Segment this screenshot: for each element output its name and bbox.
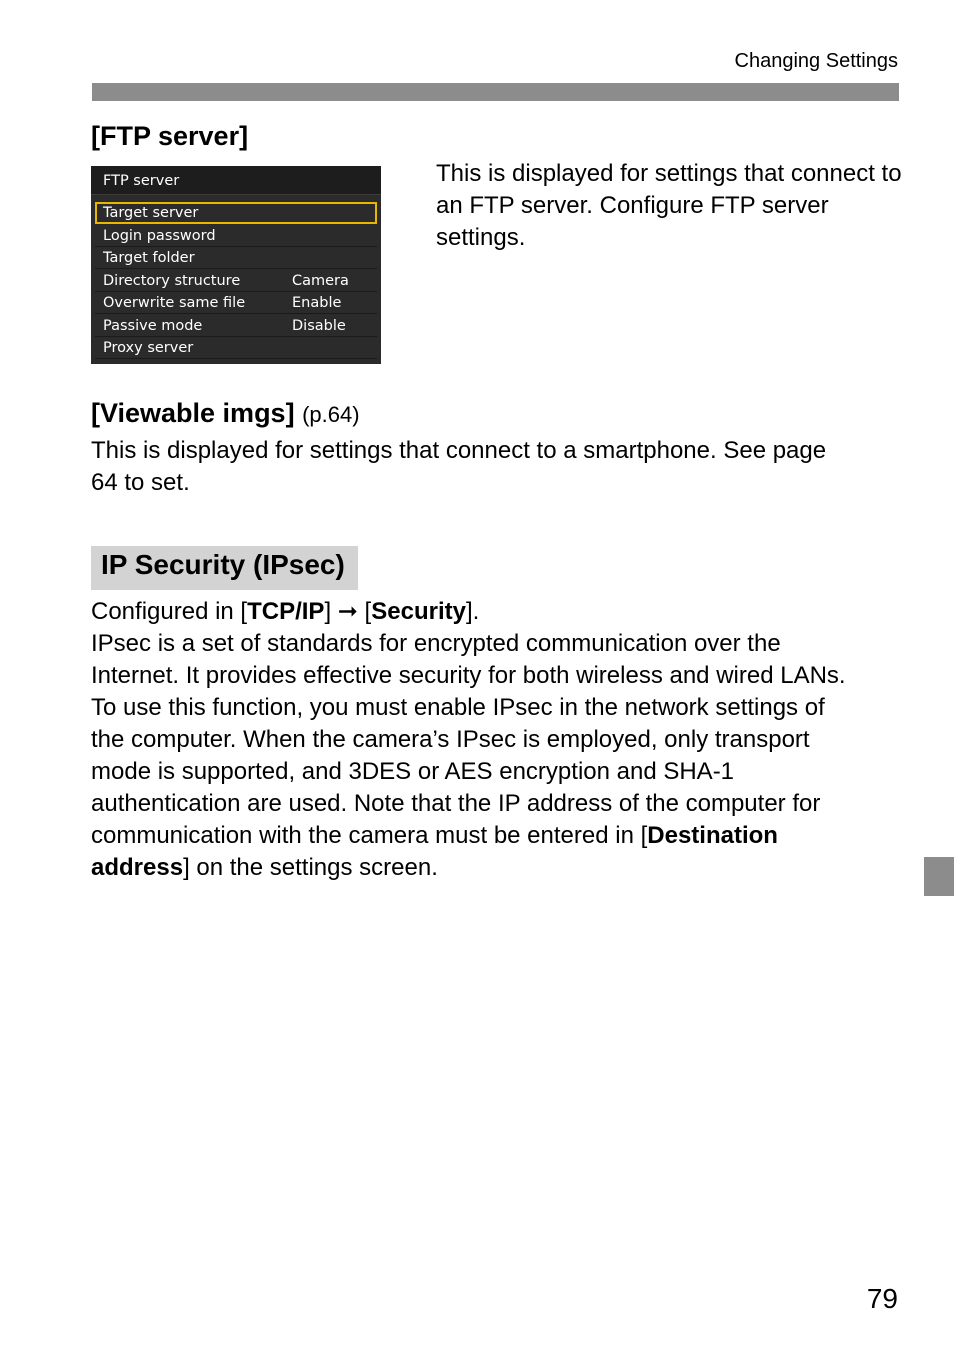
tcp-ip-label: TCP/IP	[247, 598, 325, 625]
camera-menu-item-value: Disable	[292, 318, 346, 334]
camera-menu-item-passive-mode	[95, 315, 377, 337]
camera-menu-item-login-password	[95, 225, 377, 247]
destination-label: Destination	[647, 822, 778, 849]
text-line: the computer. When the camera’s IPsec is employed, only transport	[91, 726, 810, 753]
text-fragment: communication with the camera must be entered in [	[91, 822, 648, 849]
text-line	[91, 852, 911, 884]
configured-in-line	[91, 596, 911, 628]
text-line	[91, 820, 911, 852]
camera-menu-item-overwrite-same-file	[95, 292, 377, 314]
viewable-imgs-heading	[91, 398, 360, 429]
text-fragment: Configured in [	[91, 598, 248, 625]
camera-menu-item-label: Target server	[103, 205, 199, 221]
text-line: 64 to set.	[91, 469, 190, 496]
text-line: To use this function, you must enable IPsec in the network settings of	[91, 694, 825, 721]
text-fragment: ] on the settings screen.	[183, 854, 438, 881]
text-fragment: [	[357, 598, 372, 625]
ftp-server-description: This is displayed for settings that connect to an FTP server. Configure FTP server settings.	[436, 160, 902, 251]
camera-menu-item-target-server	[95, 202, 377, 224]
camera-menu-item-value: Camera	[292, 273, 349, 289]
camera-menu-title-bar	[91, 166, 381, 195]
camera-menu-item-proxy-server	[95, 337, 377, 359]
camera-menu-item-target-folder	[95, 247, 377, 269]
ftp-server-heading: [FTP server]	[91, 121, 249, 151]
camera-menu-item-directory-structure	[95, 270, 377, 292]
camera-menu-item-label: Directory structure	[103, 273, 241, 289]
camera-menu-title: FTP server	[103, 173, 180, 189]
address-label: address	[91, 854, 184, 881]
security-label: Security	[371, 598, 466, 625]
page-number: 79	[866, 1283, 898, 1314]
text-line: IPsec is a set of standards for encrypted communication over the	[91, 630, 781, 657]
running-header: Changing Settings	[734, 50, 898, 72]
viewable-imgs-description	[91, 435, 911, 499]
text-line: Internet. It provides effective security for both wireless and wired LANs.	[91, 662, 846, 689]
chapter-thumb-tab	[924, 857, 954, 896]
text-line: mode is supported, and 3DES or AES encryption and SHA-1	[91, 758, 735, 785]
camera-menu-item-label: Proxy server	[103, 340, 194, 356]
ipsec-section-heading: IP Security (IPsec)	[101, 549, 345, 580]
camera-menu-screenshot	[91, 166, 381, 364]
text-fragment: ]	[324, 598, 338, 625]
camera-menu-item-value: Enable	[292, 295, 342, 311]
viewable-imgs-page-ref: (p.64)	[302, 402, 360, 427]
arrow-right-icon: ➞	[337, 598, 358, 625]
ipsec-section-heading-box	[91, 546, 358, 590]
camera-menu-item-label: Login password	[103, 228, 216, 244]
camera-menu-item-label: Passive mode	[103, 318, 203, 334]
text-fragment: ].	[465, 598, 480, 625]
camera-menu-item-label: Overwrite same file	[103, 295, 246, 311]
camera-menu-item-label: Target folder	[103, 250, 195, 266]
viewable-imgs-title: [Viewable imgs]	[91, 398, 295, 428]
header-bar	[92, 83, 899, 101]
text-line: This is displayed for settings that connect to a smartphone. See page	[91, 437, 827, 464]
text-line: authentication are used. Note that the IP address of the computer for	[91, 790, 821, 817]
ipsec-body	[91, 596, 911, 884]
